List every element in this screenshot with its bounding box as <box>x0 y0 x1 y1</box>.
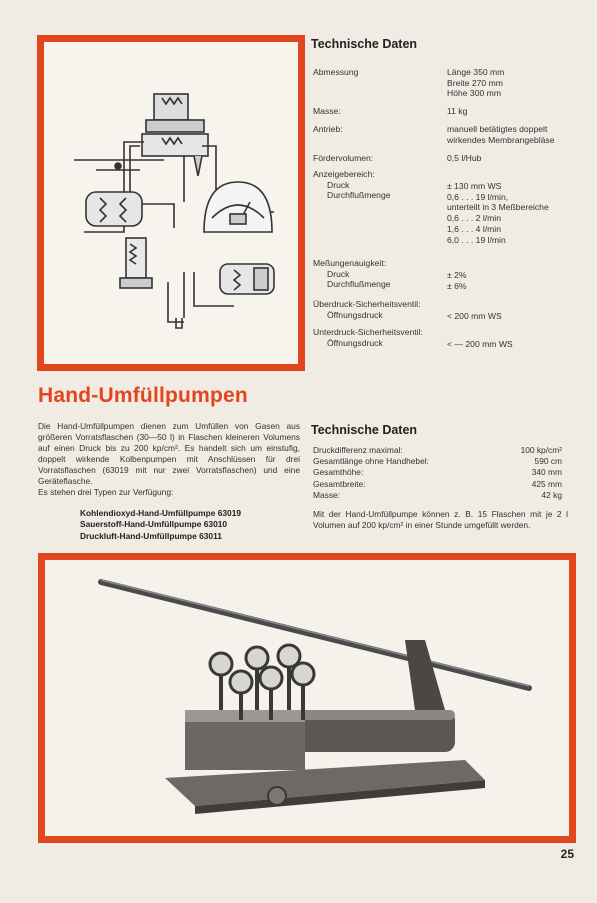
spec-value-accuracy: ± 2% ± 6% <box>447 270 467 291</box>
pump-spec-heading: Technische Daten <box>311 423 418 437</box>
spec-label-drive: Antrieb: <box>313 124 343 134</box>
spec-label-volume: Fördervolumen: <box>313 153 374 163</box>
spec-value-underpressure: < — 200 mm WS <box>447 339 513 349</box>
spec-label-overpressure: Überdruck-Sicherheitsventil: Öffnungsdruck <box>313 299 421 320</box>
spec-label-dimensions: Abmessung <box>313 67 359 77</box>
pump-type-item: Sauerstoff-Hand-Umfüllpumpe 63010 <box>80 519 228 530</box>
pump-type-item: Druckluft-Hand-Umfüllpumpe 63011 <box>80 530 222 541</box>
spec-value-volume: 0,5 l/Hub <box>447 153 482 163</box>
pump-photo-frame <box>38 553 576 843</box>
pump-type-item: Kohlendioxyd-Hand-Umfüllpumpe 63019 <box>80 508 242 518</box>
spec-label-range: Anzeigebereich: Druck Durchflußmenge <box>313 169 391 201</box>
pump-spec-note: Mit der Hand-Umfüllpumpe können z. B. 15 Flaschen mit je 2 l Volumen auf 200 kp/cm² in einer Stunde umgefüllt werden. <box>313 509 568 531</box>
top-spec-heading: Technische Daten <box>311 37 418 51</box>
page-number: 25 <box>560 847 574 861</box>
spec-label-mass: Masse: <box>313 106 341 116</box>
pump-spec-labels: Druckdifferenz maximal: Gesamtlänge ohne Handhebel: Gesamthöhe: Gesamtbreite: Masse: <box>313 445 429 500</box>
schematic-diagram-frame <box>37 35 305 371</box>
section-intro: Die Hand-Umfüllpumpen dienen zum Umfüllen von Gasen aus größeren Vorratsflaschen (30—50 l) in Flaschen kleineren Volumens auf einen Druck bis zu 200 kp/cm². Es handelt sich um einstufig, doppelt wirkende Kolbenpumpen mit Anschlüssen für drei Vorratsflaschen (63019 mit nur zwei Vorratsflaschen) und eine Geräteflasche. Es stehen drei Typen zur Verfügung: <box>38 421 300 497</box>
spec-label-accuracy: Meßungenauigkeit: Druck Durchflußmenge <box>313 258 391 290</box>
spec-value-overpressure: < 200 mm WS <box>447 311 502 321</box>
spec-value-range: ± 130 mm WS 0,6 . . . 19 l/min, unterteilt in 3 Meßbereiche 0,6 . . . 2 l/min 1,6 . . . 4 l/min 6,0 . . . 19 l/min <box>447 181 549 245</box>
pump-photo <box>45 560 569 836</box>
pump-schematic-diagram <box>44 42 298 364</box>
spec-label-underpressure: Unterdruck-Sicherheitsventil: Öffnungsdruck <box>313 327 423 348</box>
spec-value-mass: 11 kg <box>447 106 468 116</box>
pump-types-list <box>80 508 241 542</box>
spec-value-drive: manuell betätigtes doppelt wirkendes Membrangebläse <box>447 124 555 145</box>
spec-value-dimensions: Länge 350 mm Breite 270 mm Höhe 300 mm <box>447 67 505 99</box>
section-title: Hand-Umfüllpumpen <box>38 384 248 407</box>
pump-spec-values: 100 kp/cm² 590 cm 340 mm 425 mm 42 kg <box>520 445 562 500</box>
